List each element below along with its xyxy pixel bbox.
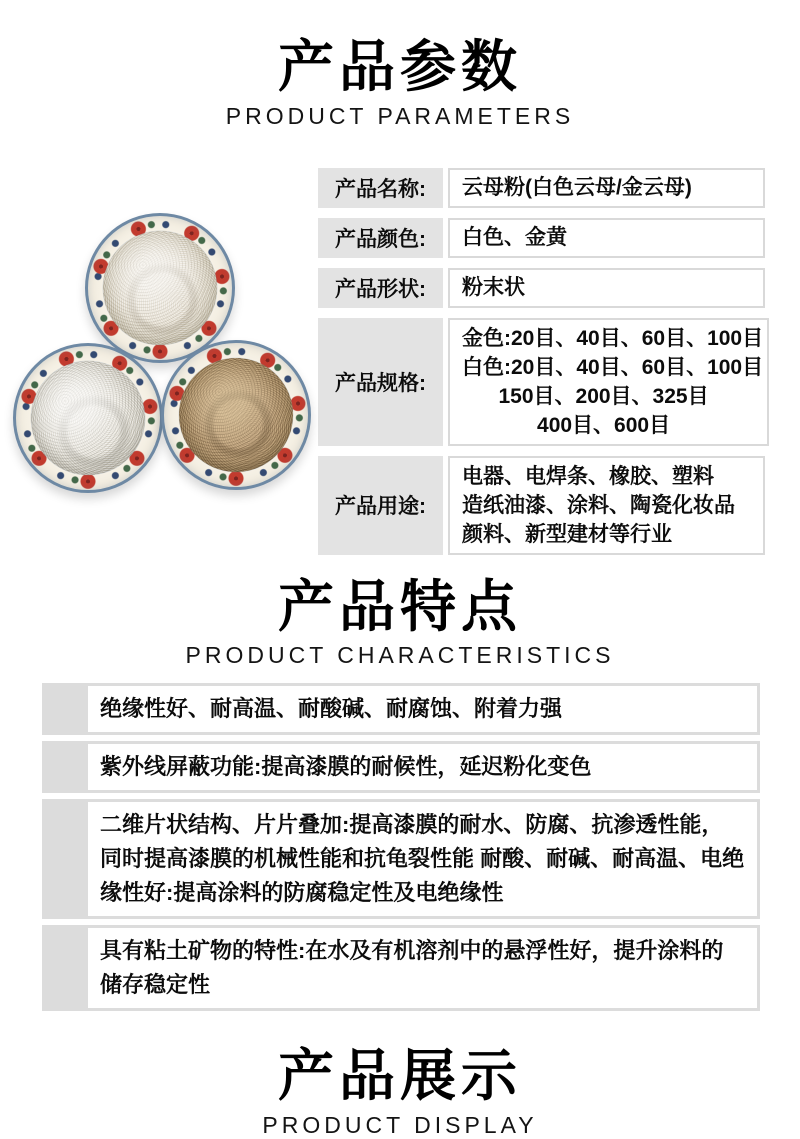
characteristics-subtitle: PRODUCT CHARACTERISTICS bbox=[185, 642, 615, 669]
table-row bbox=[318, 456, 765, 555]
plate-silver-mica bbox=[13, 343, 163, 493]
table-row bbox=[318, 268, 765, 308]
parameters-title: 产品参数 bbox=[278, 35, 522, 98]
spec-label-usage: 产品用途: bbox=[318, 456, 443, 555]
spec-value-color bbox=[448, 218, 765, 258]
parameters-content bbox=[0, 168, 800, 546]
spec-value-name bbox=[448, 168, 765, 208]
section-display-header bbox=[0, 1045, 800, 1139]
spec-label-name: 产品名称: bbox=[318, 168, 443, 208]
feature-item bbox=[42, 925, 760, 1011]
spec-value-line: 造纸油漆、涂料、陶瓷化妆品 bbox=[462, 493, 735, 517]
feature-item bbox=[42, 799, 760, 919]
spec-label-shape: 产品形状: bbox=[318, 268, 443, 308]
feature-text: 绝缘性好、耐高温、耐酸碱、耐腐蚀、附着力强 bbox=[88, 686, 757, 732]
spec-value-line: 颜料、新型建材等行业 bbox=[462, 522, 672, 546]
white-mica-powder bbox=[103, 231, 217, 345]
spec-value-line: 电器、电焊条、橡胶、塑料 bbox=[462, 464, 714, 488]
spec-value-usage bbox=[448, 456, 765, 555]
feature-item bbox=[42, 741, 760, 793]
feature-text: 具有粘土矿物的特性:在水及有机溶剂中的悬浮性好，提升涂料的储存稳定性 bbox=[88, 928, 757, 1008]
feature-list bbox=[42, 683, 760, 1011]
parameters-subtitle: PRODUCT PARAMETERS bbox=[225, 102, 575, 129]
table-row bbox=[318, 168, 765, 208]
plate-gold-mica bbox=[161, 340, 311, 490]
plate-white-mica bbox=[85, 213, 235, 363]
spec-label-color: 产品颜色: bbox=[318, 218, 443, 258]
table-row bbox=[318, 218, 765, 258]
display-subtitle: PRODUCT DISPLAY bbox=[262, 1111, 538, 1138]
spec-value-shape bbox=[448, 268, 765, 308]
silver-mica-powder bbox=[31, 361, 145, 475]
spec-value-text: 白色、金黄 bbox=[462, 226, 567, 250]
spec-value-line: 400目、600目 bbox=[537, 413, 671, 437]
gold-mica-powder bbox=[179, 358, 293, 472]
section-characteristics-header bbox=[0, 576, 800, 670]
spec-value-specification bbox=[448, 318, 769, 446]
spec-label-specification: 产品规格: bbox=[318, 318, 443, 446]
spec-table bbox=[318, 168, 765, 546]
product-photo bbox=[0, 168, 318, 516]
feature-item bbox=[42, 683, 760, 735]
characteristics-title: 产品特点 bbox=[278, 574, 522, 638]
section-parameters-header bbox=[0, 0, 800, 130]
display-title: 产品展示 bbox=[278, 1044, 522, 1108]
spec-value-text: 粉末状 bbox=[462, 276, 525, 300]
feature-text: 紫外线屏蔽功能:提高漆膜的耐候性，延迟粉化变色 bbox=[88, 744, 757, 790]
spec-value-text: 云母粉(白色云母/金云母) bbox=[462, 176, 692, 200]
spec-value-line: 金色:20目、40目、60目、100目 bbox=[462, 326, 764, 350]
feature-text: 二维片状结构、片片叠加:提高漆膜的耐水、防腐、抗渗透性能，同时提高漆膜的机械性能和抗龟裂性能 耐酸、耐碱、耐高温、电绝缘性好:提高涂料的防腐稳定性及电绝缘性 bbox=[88, 802, 757, 916]
spec-value-line: 白色:20目、40目、60目、100目 bbox=[462, 355, 764, 379]
table-row bbox=[318, 318, 765, 446]
spec-value-line: 150目、200目、325目 bbox=[498, 384, 709, 408]
